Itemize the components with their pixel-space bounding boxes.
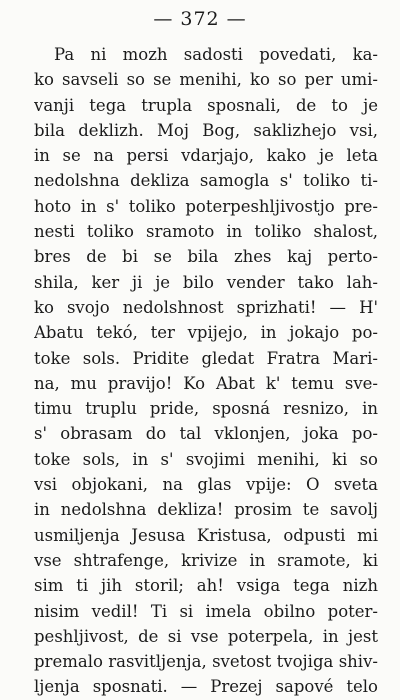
text-line: usmiljenja Jesusa Kristusa, odpusti mi [34, 525, 378, 545]
text-line: peshljivost, de si vse poterpela, in jest [34, 626, 378, 646]
text-line: timu truplu pride, sposná resnizo, in [34, 399, 378, 419]
text-line: ljenja sposnati. — Prezej sapové telo [34, 677, 378, 697]
text-line: ko svojo nedolshnost sprizhati! — H' [34, 297, 378, 317]
text-line: ko savseli so se menihi, ko so per umi- [34, 70, 378, 90]
text-line: in nedolshna dekliza! prosim te savolj [34, 500, 378, 520]
text-line: Abatu tekó, ter vpijejo, in jokajo po- [34, 323, 378, 343]
page-number-header: — 372 — [153, 8, 247, 30]
text-line: sim ti jih storil; ah! vsiga tega nizh [34, 576, 378, 596]
text-line: nisim vedil! Ti si imela obilno poter- [34, 601, 378, 621]
text-line: shila, ker ji je bilo vender tako lah- [34, 272, 378, 292]
text-line: vsi objokani, na glas vpije: O sveta [34, 475, 378, 495]
page-body-text [34, 42, 378, 700]
text-line: vanji tega trupla sposnali, de to je [34, 95, 378, 115]
text-line: nedolshna dekliza samogla s' toliko ti- [34, 171, 378, 191]
text-line: hoto in s' toliko poterpeshljivostjo pre- [34, 196, 378, 216]
text-line: s' obrasam do tal vklonjen, joka po- [34, 424, 378, 444]
text-line: vse shtrafenge, krivize in sramote, ki [34, 550, 378, 570]
text-line: Pa ni mozh sadosti povedati, ka- [54, 45, 378, 64]
text-line: na, mu pravijo! Ko Abat k' temu sve- [34, 373, 378, 393]
text-line: toke sols, in s' svojimi menihi, ki so [34, 449, 378, 469]
text-line: in se na persi vdarjajo, kako je leta [34, 146, 378, 166]
text-line: bila deklizh. Moj Bog, saklizhejo vsi, [34, 120, 378, 140]
text-line: premalo rasvitljenja, svetost tvojiga shiv- [34, 652, 378, 672]
text-line: toke sols. Pridite gledat Fratra Mari- [34, 348, 378, 368]
text-line: nesti toliko sramoto in toliko shalost, [34, 222, 378, 242]
text-line: bres de bi se bila zhes kaj perto- [34, 247, 378, 267]
